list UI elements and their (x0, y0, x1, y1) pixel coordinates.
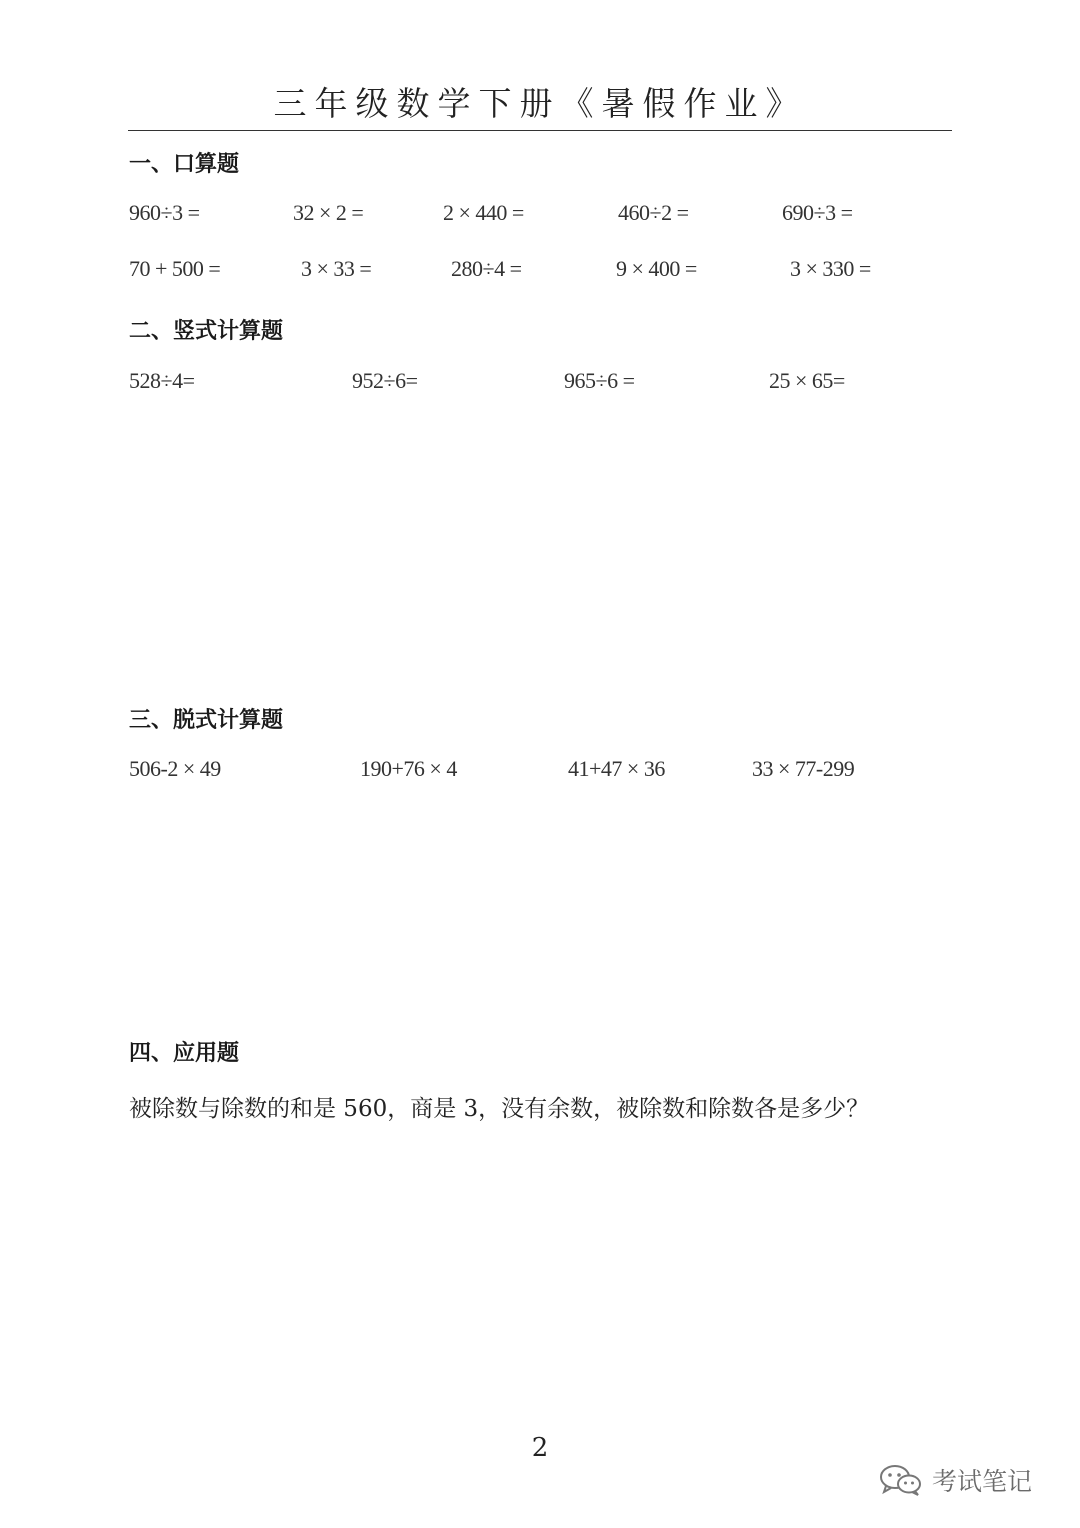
section-heading-vertical-calc: 二、竖式计算题 (129, 319, 284, 344)
page-title: 三年级数学下册《暑假作业》 (273, 84, 807, 123)
step-calc-row (0, 756, 1080, 792)
section-heading-step-calc: 三、脱式计算题 (129, 708, 284, 733)
watermark-text: 考试笔记 (932, 1467, 1033, 1496)
problem: 25 × 65= (769, 368, 845, 393)
vertical-calc-row (0, 368, 1080, 404)
page-number: 2 (531, 1433, 549, 1463)
problem: 33 × 77-299 (752, 756, 855, 781)
problem: 2 × 440 = (443, 200, 524, 225)
wechat-icon (878, 1463, 924, 1497)
problem: 9 × 400 = (616, 256, 697, 281)
word-problem-text: 被除数与除数的和是 560，商是 3，没有余数，被除数和除数各是多少？ (129, 1096, 870, 1122)
mental-math-row-2 (0, 256, 1080, 292)
problem: 952÷6= (352, 368, 418, 393)
problem: 460÷2 = (618, 200, 689, 225)
problem: 32 × 2 = (293, 200, 364, 225)
section-heading-word-problem: 四、应用题 (129, 1041, 240, 1066)
section-heading-mental-math: 一、口算题 (129, 152, 240, 177)
problem: 3 × 33 = (301, 256, 372, 281)
title-divider (128, 130, 952, 131)
problem: 280÷4 = (451, 256, 522, 281)
problem: 70 + 500 = (129, 256, 221, 281)
problem: 528÷4= (129, 368, 195, 393)
problem: 960÷3 = (129, 200, 200, 225)
watermark (878, 1460, 1032, 1500)
problem: 506-2 × 49 (129, 756, 221, 781)
mental-math-row-1 (0, 200, 1080, 236)
problem: 41+47 × 36 (568, 756, 665, 781)
problem: 965÷6 = (564, 368, 635, 393)
problem: 690÷3 = (782, 200, 853, 225)
problem: 3 × 330 = (790, 256, 871, 281)
problem: 190+76 × 4 (360, 756, 457, 781)
